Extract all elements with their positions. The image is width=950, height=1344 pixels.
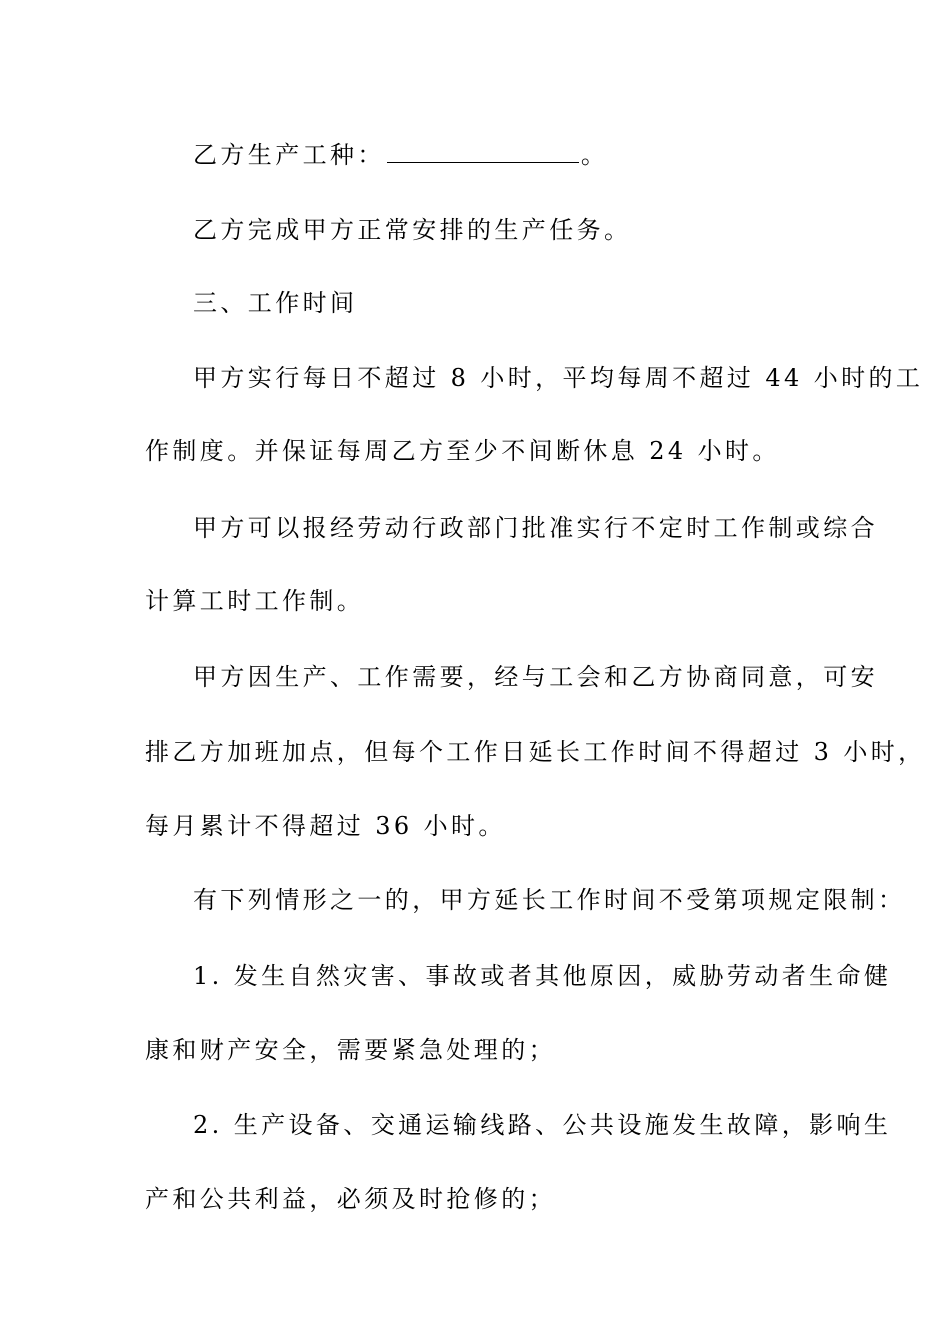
production-type-label: 乙方生产工种： bbox=[193, 141, 385, 169]
paragraph-overtime-line-3: 每月累计不得超过 36 小时。 bbox=[145, 812, 506, 840]
paragraph-flexible-hours-line-1: 甲方可以报经劳动行政部门批准实行不定时工作制或综合 bbox=[193, 514, 878, 542]
production-type-suffix: 。 bbox=[580, 141, 609, 169]
paragraph-overtime-line-1: 甲方因生产、工作需要，经与工会和乙方协商同意，可安 bbox=[193, 663, 878, 691]
paragraph-work-hours-line-2: 作制度。并保证每周乙方至少不间断休息 24 小时。 bbox=[145, 437, 780, 465]
paragraph-exceptions-intro: 有下列情形之一的，甲方延长工作时间不受第项规定限制： bbox=[193, 886, 906, 914]
paragraph-flexible-hours-line-2: 计算工时工作制。 bbox=[145, 587, 365, 615]
list-item-2-line-2: 产和公共利益，必须及时抢修的； bbox=[145, 1185, 556, 1213]
list-item-1-line-1: 1. 发生自然灾害、事故或者其他原因，威胁劳动者生命健 bbox=[193, 962, 892, 990]
list-item-1-line-2: 康和财产安全，需要紧急处理的； bbox=[145, 1036, 556, 1064]
paragraph-production-type bbox=[193, 140, 950, 170]
section-heading-work-hours: 三、工作时间 bbox=[193, 289, 358, 317]
list-item-2-line-1: 2. 生产设备、交通运输线路、公共设施发生故障，影响生 bbox=[193, 1111, 892, 1139]
paragraph-work-hours-line-1: 甲方实行每日不超过 8 小时，平均每周不超过 44 小时的工 bbox=[193, 364, 924, 392]
paragraph-production-task: 乙方完成甲方正常安排的生产任务。 bbox=[193, 216, 632, 244]
paragraph-overtime-line-2: 排乙方加班加点，但每个工作日延长工作时间不得超过 3 小时， bbox=[145, 738, 926, 766]
production-type-blank-field[interactable] bbox=[387, 140, 579, 163]
